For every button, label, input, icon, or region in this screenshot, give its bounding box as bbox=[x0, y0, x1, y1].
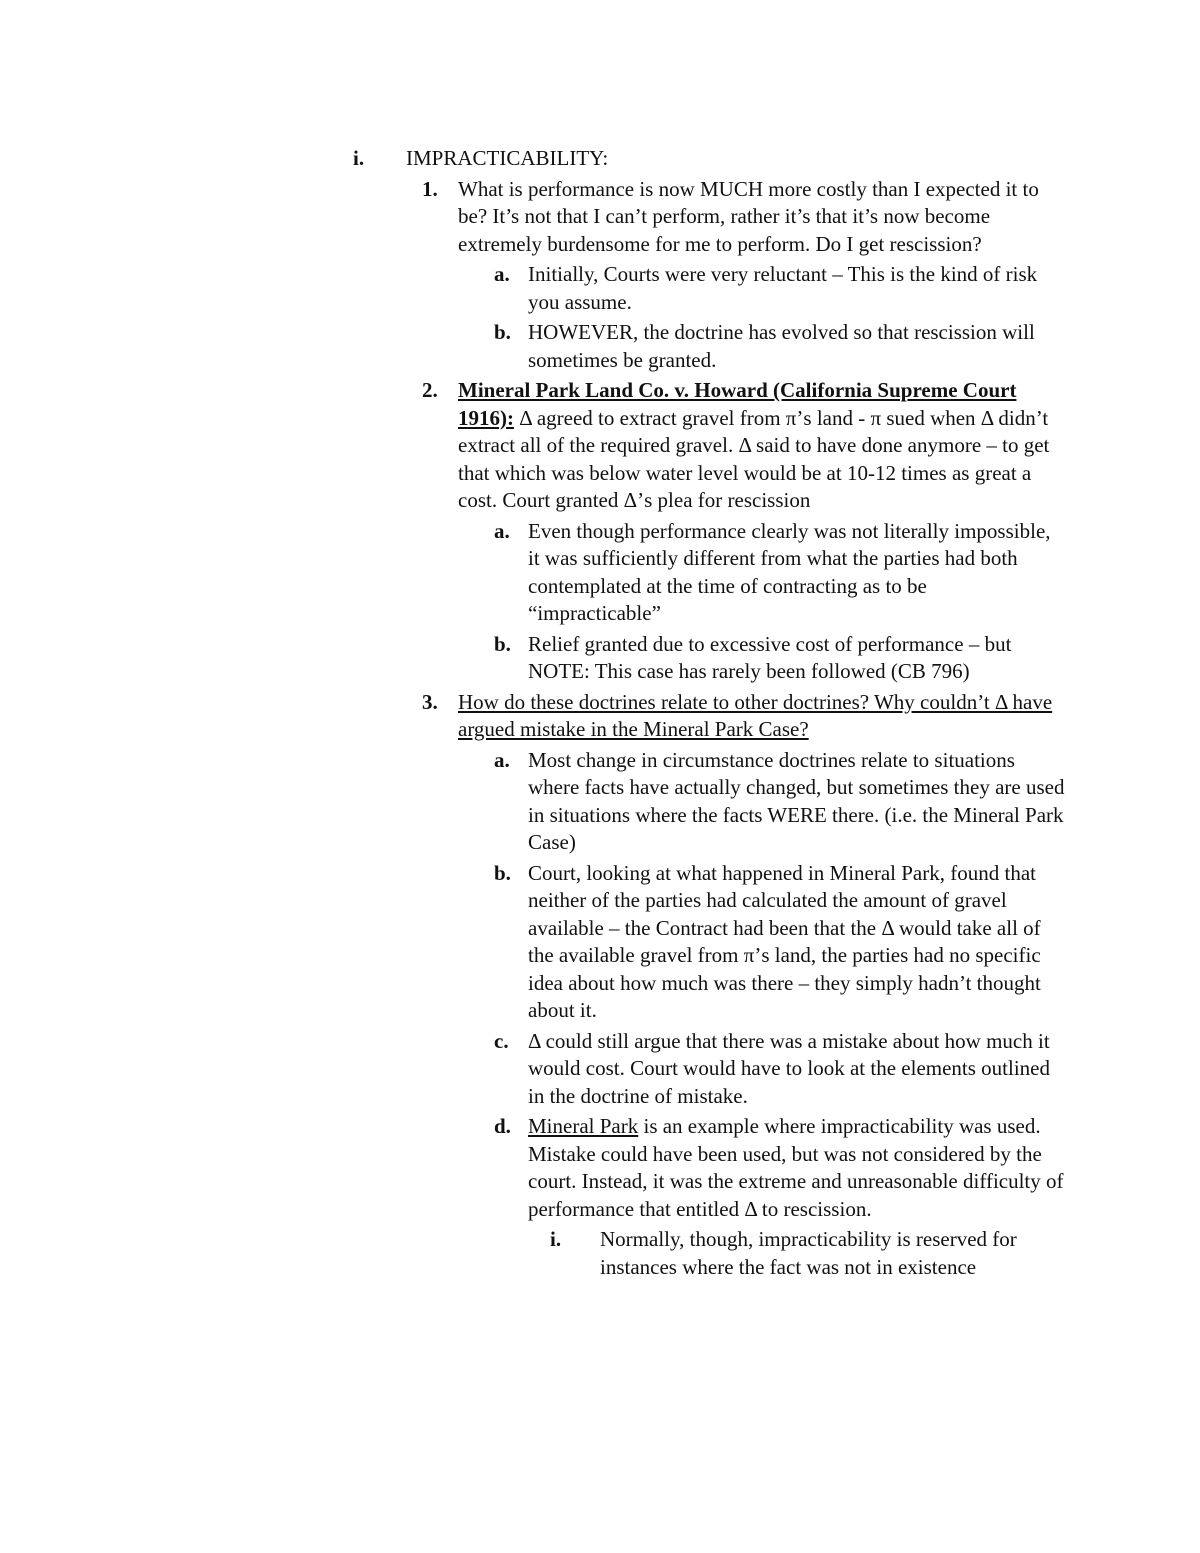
case-reference: Mineral Park bbox=[528, 1114, 639, 1138]
list-marker: 2. bbox=[422, 378, 438, 402]
item-text bbox=[458, 377, 1065, 515]
list-marker: c. bbox=[494, 1028, 509, 1053]
item-text-rest: is an example where impracticability was used. Mistake could have been used, but was not considered by the court. Instead, it was the extreme and unreasonable difficulty of performance that entitled Δ to rescission. bbox=[528, 1114, 1064, 1221]
item-text: Court, looking at what happened in Mineral Park, found that neither of the parties had calculated the amount of gravel available – the Contract had been that the Δ would take all of the available gravel from π’s land, the parties had no specific idea about how much was there – they simply hadn’t thought about it. bbox=[528, 860, 1041, 1022]
list-item bbox=[350, 689, 1065, 744]
list-item bbox=[350, 176, 1065, 259]
item-text: Δ could still argue that there was a mistake about how much it would cost. Court would have to look at the elements outlined in the doctrine of mistake. bbox=[528, 1028, 1050, 1108]
list-item bbox=[350, 518, 1065, 628]
item-text: HOWEVER, the doctrine has evolved so that rescission will sometimes be granted. bbox=[528, 320, 1035, 372]
item-text: Most change in circumstance doctrines relate to situations where facts have actually changed, but sometimes they are used in situations where the facts WERE there. (i.e. the Mineral Park Case) bbox=[528, 747, 1065, 854]
item-text: Relief granted due to excessive cost of performance – but NOTE: This case has rarely been followed (CB 796) bbox=[528, 631, 1012, 683]
heading-text: IMPRACTICABILITY: bbox=[406, 146, 609, 170]
case-title: Mineral Park Land Co. v. Howard (California Supreme Court 1916): bbox=[458, 378, 1017, 430]
list-marker: a. bbox=[494, 747, 510, 772]
list-marker: a. bbox=[494, 262, 510, 286]
outline-heading bbox=[350, 145, 1065, 173]
list-item bbox=[350, 377, 1065, 515]
list-item bbox=[350, 1028, 1065, 1111]
list-marker: d. bbox=[494, 1114, 511, 1138]
list-marker: 3. bbox=[422, 689, 438, 714]
list-item bbox=[350, 631, 1065, 686]
outline bbox=[350, 145, 1065, 1281]
list-marker: i. bbox=[353, 146, 365, 170]
list-marker: 1. bbox=[422, 176, 438, 201]
case-summary: Δ agreed to extract gravel from π’s land - π sued when Δ didn’t extract all of the required gravel. Δ said to have done anymore – to get that which was below water level would be at 10-12 times as great a cost. Court granted Δ’s plea for rescission bbox=[458, 405, 1050, 512]
list-item bbox=[350, 1226, 1065, 1281]
list-item bbox=[350, 261, 1065, 316]
list-item bbox=[350, 747, 1065, 857]
list-marker: i. bbox=[550, 1227, 562, 1251]
item-text: Normally, though, impracticability is reserved for instances where the fact was not in existence bbox=[600, 1227, 1017, 1279]
list-marker: b. bbox=[494, 860, 511, 885]
list-item bbox=[350, 1113, 1065, 1223]
list-item bbox=[350, 319, 1065, 374]
list-marker: b. bbox=[494, 631, 511, 656]
item-text bbox=[528, 1113, 1065, 1223]
question-text: How do these doctrines relate to other doctrines? Why couldn’t Δ have argued mistake in the Mineral Park Case? bbox=[458, 689, 1053, 741]
list-marker: b. bbox=[494, 320, 511, 344]
list-marker: a. bbox=[494, 518, 510, 543]
list-item bbox=[350, 860, 1065, 1025]
item-text: What is performance is now MUCH more costly than I expected it to be? It’s not that I can’t perform, rather it’s that it’s now become extremely burdensome for me to perform. Do I get rescission? bbox=[458, 176, 1039, 256]
item-text: Even though performance clearly was not literally impossible, it was sufficiently different from what the parties had both contemplated at the time of contracting as to be “impracticable” bbox=[528, 518, 1051, 625]
item-text: Initially, Courts were very reluctant – This is the kind of risk you assume. bbox=[528, 262, 1038, 314]
